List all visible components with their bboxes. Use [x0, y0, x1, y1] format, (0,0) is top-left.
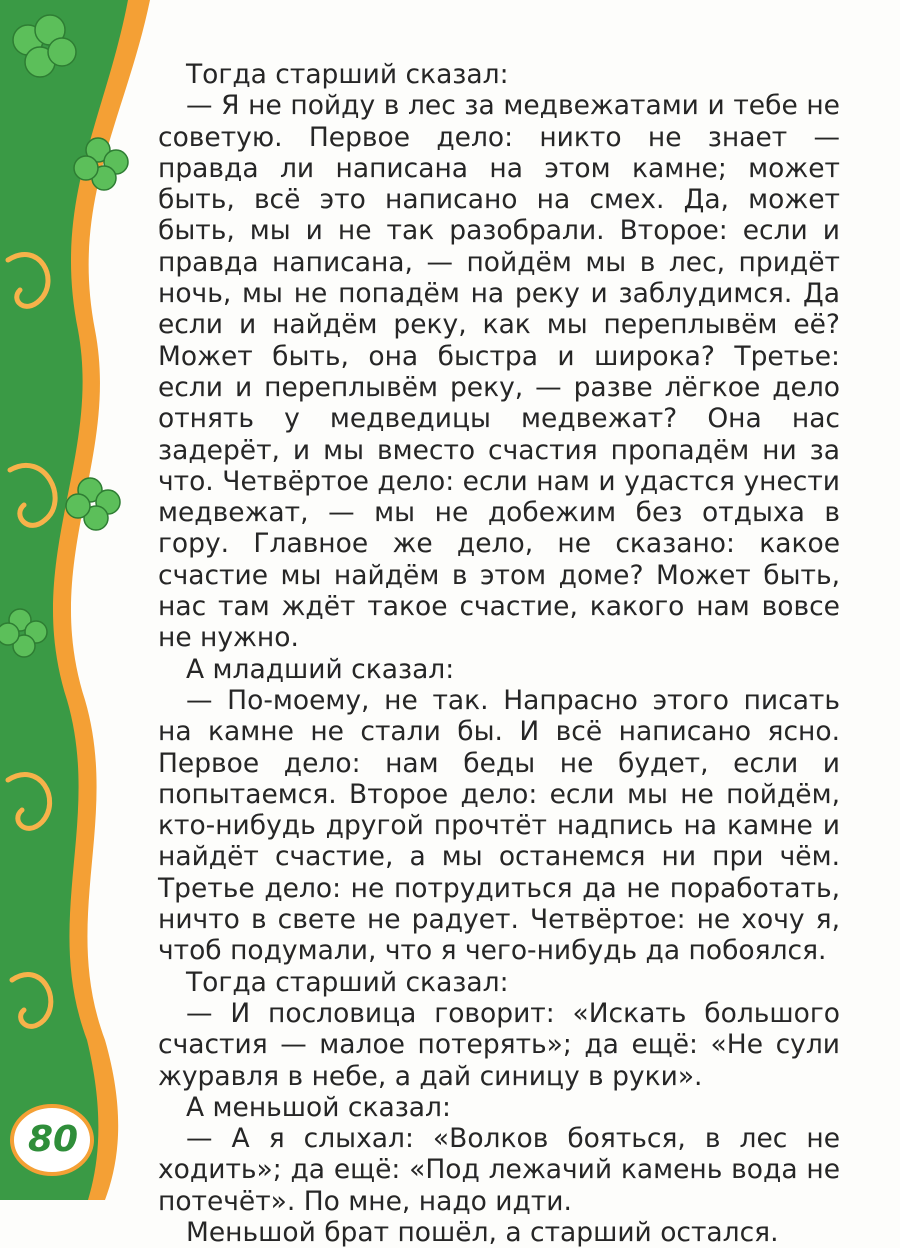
decorative-border	[0, 0, 150, 1200]
page-number: 80	[27, 1119, 79, 1160]
paragraph: Тогда старший сказал:	[186, 966, 509, 998]
paragraph: — А я слыхал: «Волков бояться, в лес не ходить»; да ещё: «Под лежачий камень вода не потечёт». По мне, надо идти.	[158, 1123, 840, 1217]
story-text	[158, 59, 840, 1248]
paragraph: — И пословица говорит: «Искать большого счастия — малое потерять»; да ещё: «Не сули журавля в небе, а дай синицу в руки».	[158, 997, 840, 1092]
paragraph: Меньшой брат пошёл, а старший остался.	[186, 1216, 779, 1248]
paragraph: Тогда старший сказал:	[186, 59, 509, 90]
paragraph: — По-моему, не так. Напрасно этого писать на камне не стали бы. И всё написано ясно. Первое дело: нам беды не будет, если и попытаемся. Второе дело: если мы не пойдём, кто-нибудь другой прочтёт надпись на камне и найдёт счастие, а мы останемся ни при чём. Третье дело: не потрудиться да не поработать, ничто в свете не радует. Четвёртое: не хочу я, чтоб подумали, что я чего-нибудь да побоялся.	[158, 684, 840, 967]
paragraph: — Я не пойду в лес за медвежатами и тебе не советую. Первое дело: никто не знает — правда ли написана на этом камне; может быть, всё это написано на смех. Да, может быть, мы и не так разобрали. Второе: если и правда написана, — пойдём мы в лес, придёт ночь, мы не попадём на реку и заблудимся. Да если и найдём реку, как мы переплывём её? Может быть, она быстра и широка? Третье: если и переплывём реку, — разве лёгкое дело отнять у медведицы медвежат? Она нас задерёт, и мы вместо счастия пропадём ни за что. Четвёртое дело: если нам и удастся унести медвежат, — мы не добежим без отдыха в гору. Главное же дело, не сказано: какое счастие мы найдём в этом доме? Может быть, нас там ждёт такое счастие, какого нам вовсе не нужно.	[158, 90, 840, 654]
paragraph: А меньшой сказал:	[186, 1091, 451, 1123]
paragraph: А младший сказал:	[186, 653, 455, 685]
